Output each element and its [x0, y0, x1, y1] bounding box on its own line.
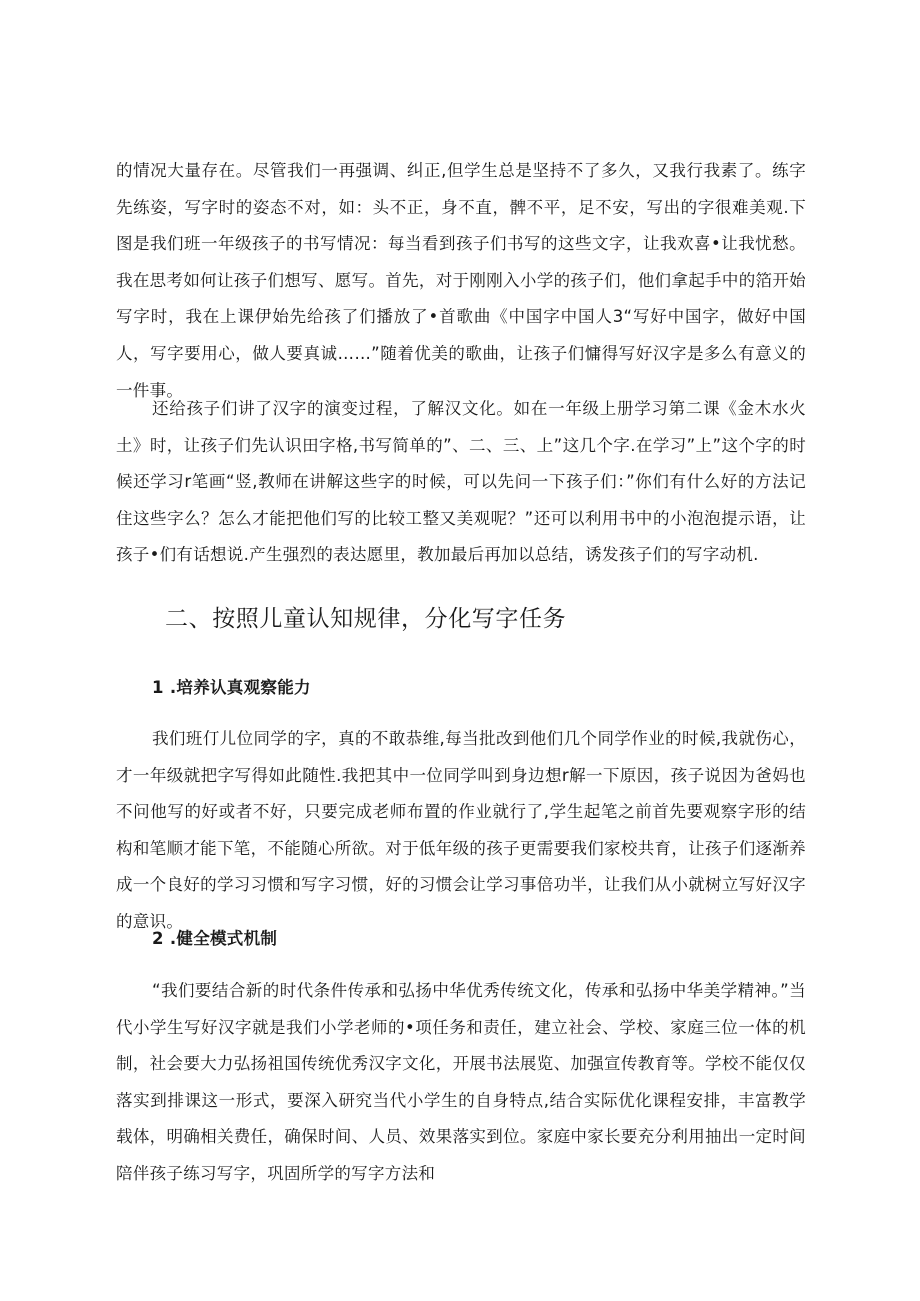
- paragraph-1: 的情况大量存在。尽管我们一再强调、纠正,但学生总是坚持不了多久，又我行我素了。练字先练姿，写字时的姿态不对，如：头不正，身不直，髀不平，足不安，写出的字很难美观.下图是我们班一年级孩子的书写情况：每当看到孩子们书写的这些文字，让我欢喜•让我忧愁。我在思考如何让孩子们想写、愿写。首先，对于刚刚入小学的孩子们，他们拿起手中的箔开始写字时，我在上课伊始先给孩了们播放了•首歌曲《中国字中国人3“写好中国字，做好中国人，写字要用心，做人要真诚……”随着优美的歌曲，让孩子们慵得写好汉字是多么有意义的一件事。: [116, 161, 806, 400]
- paragraph-3: 我们班仃儿位同学的字，真的不敢恭维,每当批改到他们几个同学作业的时候,我就伤心，才一年级就把字写得如此随性.我把其中一位同学叫到身边想r解一下原因，孩子说因为爸妈也不问他写的好或者不好，只要完成老师布置的作业就行了,学生起笔之前首先要观察字形的结构和笔顺才能下笔，不能随心所欲。对于低年级的孩子更需要我们家校共育，让孩子们逐渐养成一个良好的学习习惯和写字习惯，好的习惯会让学习事倍功半，让我们从小就树立写好汉字的意识。: [116, 729, 806, 931]
- subheading-observation: 1 .培养认真观察能力: [152, 678, 311, 697]
- section-heading: 二、按照儿童认知规律，分化写字任务: [165, 606, 567, 632]
- subheading-mechanism: 2 .健全模式机制: [152, 929, 278, 948]
- paragraph-2: 还给孩子们讲了汉字的演变过程，了解汉文化。如在一年级上册学习第二课《金木水火土》时，让孩子们先认识田字格,书写简单的”、二、三、上”这几个字.在学习”上”这个字的时候还学习r笔画“竖,教师在讲解这些字的时候，可以先问一下孩子们：”你们有什么好的方法记住这些字么？怎么才能把他们写的比较工整又美观呢？”还可以利用书中的小泡泡提示语，让孩子•们有话想说.产生强烈的表达愿里，教加最后再加以总结，诱发孩子们的写字动机.: [116, 399, 806, 565]
- paragraph-4: “我们要结合新的时代条件传承和弘扬中华优秀传统文化，传承和弘扬中华美学精神。”当代小学生写好汉字就是我们小学老师的•项任务和责任，建立社会、学校、家庭三位一体的机制，社会要大力弘扬祖国传统优秀汉字文化，开展书法展览、加强宣传教育等。学校不能仅仅落实到排课这一形式，要深入研究当代小学生的自身特点,结合实际优化课程安排，丰富教学载体，明确相关费任，确保时间、人员、效果落实到位。家庭中家长要充分利用抽出一定时间陪伴孩子练习写字，巩固所学的写字方法和: [116, 981, 806, 1183]
